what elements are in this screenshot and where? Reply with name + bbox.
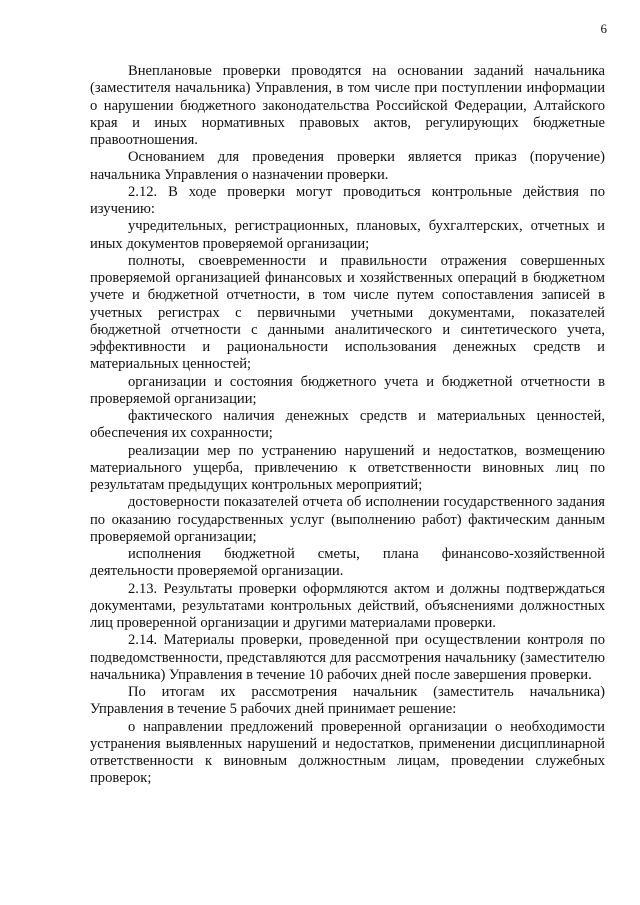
document-body bbox=[90, 63, 605, 788]
paragraph-review-decision: По итогам их рассмотрения начальник (заместитель начальника) Управления в течение 5 рабочих дней принимает решение: bbox=[90, 684, 605, 718]
list-item-actual-assets: фактического наличия денежных средств и материальных ценностей, обеспечения их сохранности; bbox=[90, 408, 605, 442]
list-item-state-task-report: достоверности показателей отчета об исполнении государственного задания по оказанию государственных услуг (выполнению работ) фактическим данным проверяемой организации; bbox=[90, 494, 605, 545]
paragraph-2-12-control-actions: 2.12. В ходе проверки могут проводиться контрольные действия по изучению: bbox=[90, 183, 605, 217]
paragraph-unscheduled-inspections: Внеплановые проверки проводятся на основании заданий начальника (заместителя начальника) Управления, в том числе при поступлении информации о нарушении бюджетного законодательства Российской Федерации, Алтайского края и иных нормативных правовых актов, регулирующих бюджетные правоотношения. bbox=[90, 63, 605, 148]
list-item-accounting-organization: организации и состояния бюджетного учета и бюджетной отчетности в проверяемой организации; bbox=[90, 373, 605, 407]
paragraph-2-13-results: 2.13. Результаты проверки оформляются актом и должны подтверждаться документами, результатами контрольных действий, объяснениями должностных лиц проверенной организации и другими материалами проверки. bbox=[90, 580, 605, 631]
paragraph-inspection-basis: Основанием для проведения проверки является приказ (поручение) начальника Управления о назначении проверки. bbox=[90, 149, 605, 183]
page-number: 6 bbox=[600, 21, 607, 36]
paragraph-2-14-materials: 2.14. Материалы проверки, проведенной при осуществлении контроля по подведомственности, представляются для рассмотрения начальнику (заместителю начальника) Управления в течение 10 рабочих дней после завершения проверки. bbox=[90, 632, 605, 683]
list-item-budget-estimate: исполнения бюджетной сметы, плана финансово-хозяйственной деятельности проверяемой организации. bbox=[90, 546, 605, 580]
list-item-documents: учредительных, регистрационных, плановых, бухгалтерских, отчетных и иных документов проверяемой организации; bbox=[90, 218, 605, 252]
list-item-remediation-measures: реализации мер по устранению нарушений и недостатков, возмещению материального ущерба, привлечению к ответственности виновных лиц по результатам предыдущих контрольных мероприятий; bbox=[90, 442, 605, 493]
list-item-proposals: о направлении предложений проверенной организации о необходимости устранения выявленных нарушений и недостатков, применении дисциплинарной ответственности к виновным должностным лицам, проведении служебных проверок; bbox=[90, 718, 605, 787]
list-item-accounting-completeness: полноты, своевременности и правильности отражения совершенных проверяемой организацией финансовых и хозяйственных операций в бюджетном учете и бюджетной отчетности, в том числе путем сопоставления записей в учетных регистрах с первичными учетными документами, показателей бюджетной отчетности с данными аналитического и синтетического учета, эффективности и рациональности использования денежных средств и материальных ценностей; bbox=[90, 252, 605, 373]
